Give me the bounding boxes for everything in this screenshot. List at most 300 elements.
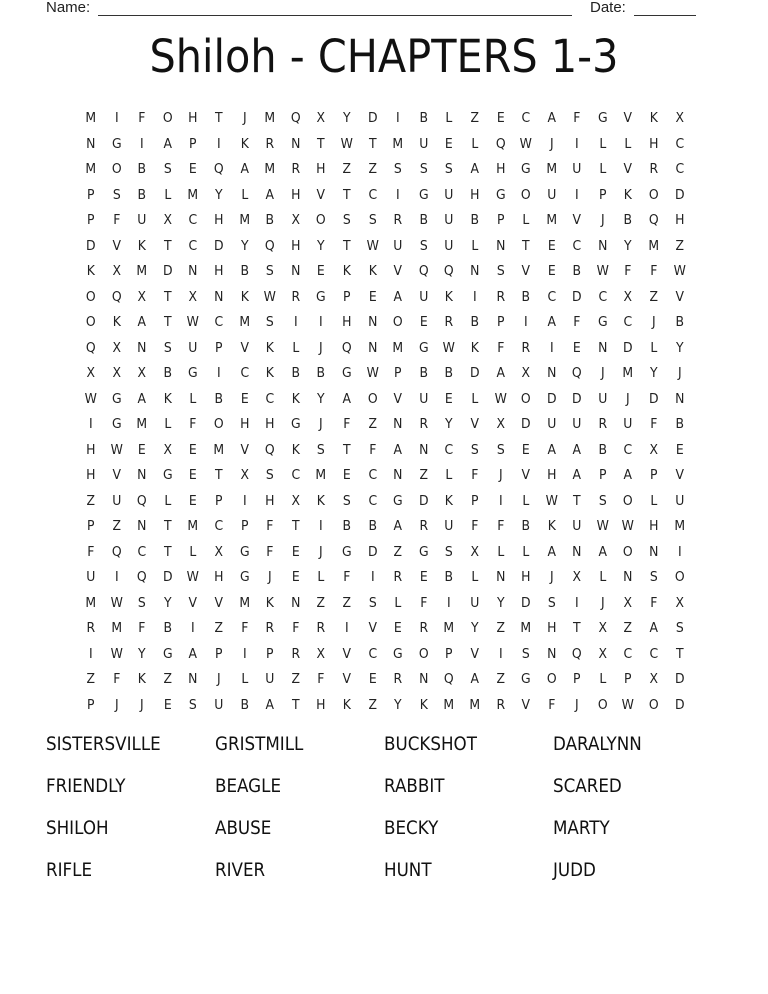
grid-letter: P <box>496 212 505 228</box>
grid-letter: Z <box>291 671 300 687</box>
grid-letter: M <box>648 237 660 254</box>
grid-letter: Z <box>112 518 121 534</box>
grid-letter: P <box>624 671 633 687</box>
grid-letter: P <box>87 518 95 534</box>
grid-letter: E <box>163 696 172 713</box>
grid-letter: N <box>137 339 147 356</box>
grid-letter: I <box>575 135 579 152</box>
grid-letter: P <box>189 135 197 152</box>
grid-letter: N <box>367 339 377 356</box>
grid-letter: O <box>111 161 122 177</box>
grid-letter: N <box>649 543 659 560</box>
grid-letter: N <box>188 671 198 687</box>
grid-letter: I <box>242 492 247 509</box>
grid-letter: Z <box>342 161 351 177</box>
grid-letter: V <box>521 263 531 279</box>
grid-letter: M <box>443 620 455 636</box>
grid-letter: V <box>521 696 531 713</box>
grid-letter: W <box>366 365 379 381</box>
grid-letter: P <box>240 518 249 534</box>
grid-letter: C <box>444 441 454 458</box>
grid-letter: W <box>622 518 635 534</box>
grid-letter: N <box>418 441 429 458</box>
grid-letter: B <box>316 365 326 381</box>
grid-letter: A <box>496 365 505 381</box>
grid-letter: O <box>520 186 531 203</box>
grid-letter: J <box>319 339 323 356</box>
grid-letter: I <box>396 186 400 203</box>
grid-letter: C <box>367 492 377 509</box>
grid-letter: N <box>188 263 198 279</box>
grid-letter: H <box>495 161 505 177</box>
grid-letter: S <box>496 263 505 279</box>
grid-letter: I <box>549 339 554 356</box>
grid-letter: J <box>114 696 119 713</box>
name-label: Name: <box>46 0 91 16</box>
grid-letter: H <box>290 186 301 203</box>
grid-letter: H <box>649 518 659 534</box>
grid-letter: Z <box>86 492 96 509</box>
grid-letter: B <box>444 569 454 585</box>
grid-letter: H <box>214 263 224 279</box>
grid-letter: B <box>240 696 249 713</box>
grid-letter: Y <box>650 365 658 381</box>
grid-letter: I <box>575 186 579 203</box>
grid-letter: B <box>137 186 147 203</box>
grid-letter: R <box>598 416 607 432</box>
grid-letter: R <box>393 671 403 687</box>
grid-letter: E <box>573 339 582 356</box>
grid-letter: B <box>214 390 224 407</box>
grid-letter: A <box>547 543 556 560</box>
grid-letter: P <box>496 314 505 330</box>
grid-letter: B <box>342 518 351 534</box>
grid-letter: U <box>444 212 454 228</box>
grid-letter: B <box>521 288 531 305</box>
grid-letter: K <box>291 390 300 407</box>
grid-letter: S <box>393 161 402 177</box>
grid-letter: E <box>393 620 402 636</box>
grid-letter: J <box>677 365 682 381</box>
grid-letter: N <box>290 594 301 611</box>
grid-letter: W <box>366 237 379 254</box>
grid-letter: T <box>163 518 172 534</box>
grid-letter: Y <box>675 339 684 356</box>
grid-letter: G <box>316 288 326 305</box>
grid-letter: K <box>317 492 326 509</box>
grid-letter: D <box>213 237 224 254</box>
grid-letter: D <box>572 390 582 407</box>
grid-letter: D <box>418 492 429 509</box>
grid-letter: N <box>137 518 147 534</box>
grid-letter: Z <box>368 696 377 713</box>
grid-letter: B <box>240 263 249 279</box>
grid-letter: V <box>675 288 684 305</box>
grid-letter: O <box>85 288 96 305</box>
grid-letter: R <box>419 416 428 432</box>
grid-letter: M <box>674 518 685 534</box>
grid-letter: P <box>650 467 658 483</box>
grid-letter: X <box>137 288 147 305</box>
grid-letter: X <box>496 416 505 432</box>
grid-letter: M <box>315 467 327 483</box>
grid-letter: O <box>520 390 531 407</box>
grid-letter: F <box>650 416 658 432</box>
grid-letter: A <box>470 671 479 687</box>
grid-letter: A <box>137 314 147 330</box>
grid-letter: M <box>443 696 455 713</box>
grid-letter: H <box>239 416 250 432</box>
word-list-item: SHILOH <box>46 817 109 839</box>
grid-letter: K <box>240 288 249 305</box>
grid-letter: M <box>85 110 97 126</box>
grid-letter: L <box>599 135 607 152</box>
word-list-item: BUCKSHOT <box>384 733 477 755</box>
grid-letter: L <box>189 390 197 407</box>
grid-letter: B <box>521 518 531 534</box>
word-search-grid <box>78 106 692 718</box>
grid-letter: S <box>317 441 326 458</box>
grid-letter: T <box>342 441 351 458</box>
grid-letter: K <box>445 492 454 509</box>
grid-letter: C <box>240 365 249 381</box>
grid-letter: B <box>470 314 479 330</box>
grid-letter: J <box>600 594 605 611</box>
grid-letter: W <box>110 441 123 458</box>
grid-letter: H <box>342 314 352 330</box>
grid-letter: M <box>187 186 199 203</box>
grid-letter: O <box>316 212 327 228</box>
grid-letter: K <box>265 365 275 381</box>
grid-letter: E <box>419 569 428 585</box>
grid-letter: J <box>216 671 221 687</box>
grid-letter: B <box>675 314 684 330</box>
grid-letter: M <box>136 263 148 279</box>
grid-letter: A <box>137 390 147 407</box>
grid-letter: S <box>419 237 428 254</box>
grid-letter: M <box>187 518 199 534</box>
grid-letter: L <box>599 671 607 687</box>
grid-letter: U <box>188 339 198 356</box>
grid-letter: J <box>268 569 272 585</box>
grid-letter: I <box>498 645 503 662</box>
grid-letter: L <box>471 135 479 152</box>
grid-letter: N <box>546 365 557 381</box>
grid-letter: U <box>546 186 557 203</box>
grid-letter: O <box>648 696 659 713</box>
grid-letter: X <box>572 569 582 585</box>
grid-letter: S <box>675 620 684 636</box>
grid-letter: G <box>111 416 122 432</box>
grid-letter: B <box>572 263 582 279</box>
grid-letter: H <box>674 212 685 228</box>
grid-letter: P <box>342 288 351 305</box>
grid-letter: M <box>469 696 481 713</box>
grid-letter: O <box>162 110 173 126</box>
grid-letter: X <box>214 543 224 560</box>
grid-letter: G <box>597 110 608 126</box>
grid-letter: X <box>598 645 607 662</box>
grid-letter: T <box>342 237 351 254</box>
grid-letter: C <box>367 467 377 483</box>
grid-letter: I <box>242 645 247 662</box>
grid-letter: L <box>496 543 504 560</box>
grid-letter: G <box>290 416 301 432</box>
grid-letter: U <box>86 569 96 585</box>
grid-letter: S <box>368 212 377 228</box>
grid-letter: D <box>674 696 685 713</box>
grid-letter: W <box>622 696 635 713</box>
grid-letter: G <box>418 186 429 203</box>
grid-letter: E <box>445 135 454 152</box>
grid-letter: A <box>393 441 403 458</box>
grid-letter: E <box>189 492 198 509</box>
grid-letter: U <box>137 212 147 228</box>
grid-letter: S <box>163 339 172 356</box>
grid-letter: X <box>137 365 147 381</box>
grid-letter: N <box>393 416 403 432</box>
grid-letter: J <box>319 543 323 560</box>
grid-letter: A <box>547 314 556 330</box>
grid-letter: E <box>189 467 198 483</box>
grid-letter: G <box>341 365 352 381</box>
grid-letter: C <box>214 518 224 534</box>
grid-letter: V <box>470 645 479 662</box>
grid-letter: H <box>214 569 224 585</box>
word-list-item: MARTY <box>553 817 610 839</box>
grid-letter: P <box>470 492 479 509</box>
grid-letter: D <box>367 543 378 560</box>
grid-letter: X <box>624 594 633 611</box>
grid-letter: O <box>546 671 557 687</box>
grid-letter: Y <box>445 416 453 432</box>
grid-letter: Y <box>317 390 325 407</box>
grid-letter: K <box>445 288 454 305</box>
grid-letter: R <box>419 518 428 534</box>
grid-letter: J <box>319 416 323 432</box>
grid-letter: E <box>291 569 300 585</box>
grid-letter: S <box>598 492 607 509</box>
grid-letter: Y <box>138 645 146 662</box>
grid-letter: A <box>342 390 351 407</box>
grid-letter: T <box>291 696 300 713</box>
grid-letter: V <box>368 620 377 636</box>
grid-letter: Z <box>368 416 377 432</box>
grid-letter: U <box>572 518 582 534</box>
word-list-item: RIVER <box>215 859 266 881</box>
grid-letter: Z <box>496 620 505 636</box>
grid-letter: K <box>342 696 351 713</box>
grid-letter: Z <box>86 671 96 687</box>
grid-letter: G <box>521 161 531 177</box>
grid-letter: E <box>675 441 684 458</box>
grid-letter: H <box>86 467 96 483</box>
word-list-item: SCARED <box>553 775 622 797</box>
grid-letter: A <box>624 467 633 483</box>
grid-letter: C <box>623 314 633 330</box>
grid-letter: J <box>652 314 656 330</box>
grid-letter: W <box>442 339 456 356</box>
grid-letter: P <box>215 492 223 509</box>
grid-letter: A <box>572 467 582 483</box>
grid-letter: E <box>317 263 326 279</box>
grid-letter: P <box>87 212 95 228</box>
grid-letter: P <box>215 339 223 356</box>
grid-letter: U <box>418 288 429 305</box>
grid-letter: Z <box>316 594 326 611</box>
grid-letter: E <box>445 390 454 407</box>
grid-letter: D <box>86 237 96 254</box>
grid-letter: O <box>623 492 634 509</box>
grid-letter: G <box>111 135 122 152</box>
grid-letter: R <box>444 314 454 330</box>
grid-letter: S <box>547 594 556 611</box>
grid-letter: W <box>84 390 97 407</box>
grid-letter: B <box>598 441 607 458</box>
grid-letter: E <box>189 441 198 458</box>
grid-letter: N <box>674 390 685 407</box>
grid-letter: C <box>572 237 582 254</box>
grid-letter: S <box>342 492 351 509</box>
grid-letter: J <box>575 696 579 713</box>
grid-letter: I <box>216 135 221 152</box>
grid-letter: L <box>624 135 632 152</box>
grid-letter: S <box>649 569 658 585</box>
grid-letter: A <box>240 161 249 177</box>
grid-letter: U <box>393 237 403 254</box>
grid-letter: F <box>112 671 120 687</box>
grid-letter: U <box>265 671 275 687</box>
grid-letter: V <box>572 212 582 228</box>
name-blank-line <box>98 15 572 16</box>
grid-letter: P <box>598 186 607 203</box>
grid-letter: B <box>419 212 428 228</box>
grid-letter: L <box>599 161 607 177</box>
grid-letter: B <box>163 365 172 381</box>
grid-letter: E <box>419 314 428 330</box>
word-list-item: ABUSE <box>215 817 272 839</box>
grid-letter: N <box>214 288 224 305</box>
grid-letter: B <box>137 161 147 177</box>
grid-letter: N <box>367 314 377 330</box>
grid-letter: R <box>393 569 403 585</box>
grid-letter: W <box>110 594 123 611</box>
grid-letter: D <box>623 339 634 356</box>
grid-letter: X <box>112 263 121 279</box>
grid-letter: G <box>418 339 429 356</box>
grid-letter: U <box>674 492 684 509</box>
grid-letter: X <box>316 110 326 126</box>
grid-letter: I <box>88 416 93 432</box>
grid-letter: N <box>290 263 301 279</box>
grid-letter: J <box>626 390 631 407</box>
grid-letter: S <box>496 441 505 458</box>
grid-letter: Z <box>419 467 428 483</box>
grid-letter: L <box>471 390 479 407</box>
grid-letter: S <box>112 186 121 203</box>
grid-letter: V <box>521 467 531 483</box>
grid-letter: L <box>164 492 172 509</box>
grid-letter: F <box>138 620 146 636</box>
grid-letter: Y <box>624 237 633 254</box>
grid-letter: V <box>342 671 351 687</box>
grid-letter: S <box>470 441 479 458</box>
grid-letter: Q <box>418 263 429 279</box>
grid-letter: U <box>111 492 121 509</box>
grid-letter: Z <box>675 237 684 254</box>
grid-letter: M <box>392 339 404 356</box>
grid-letter: E <box>547 263 556 279</box>
grid-letter: F <box>573 110 581 126</box>
grid-letter: P <box>598 467 607 483</box>
grid-letter: U <box>572 416 582 432</box>
grid-letter: M <box>520 620 532 636</box>
grid-letter: M <box>85 594 97 611</box>
grid-letter: F <box>573 314 581 330</box>
grid-letter: Q <box>444 671 454 687</box>
grid-letter: G <box>495 186 506 203</box>
grid-letter: X <box>675 110 684 126</box>
grid-letter: C <box>623 441 633 458</box>
grid-letter: F <box>343 569 351 585</box>
grid-letter: L <box>240 671 248 687</box>
grid-letter: A <box>265 696 275 713</box>
grid-letter: U <box>623 416 633 432</box>
grid-letter: E <box>291 543 300 560</box>
grid-letter: G <box>111 390 122 407</box>
grid-letter: P <box>215 645 223 662</box>
grid-letter: U <box>444 186 454 203</box>
grid-letter: O <box>85 314 96 330</box>
grid-letter: B <box>265 212 275 228</box>
grid-letter: F <box>547 696 556 713</box>
grid-letter: F <box>189 416 197 432</box>
grid-letter: U <box>418 390 429 407</box>
grid-letter: M <box>238 314 250 330</box>
grid-letter: F <box>138 110 146 126</box>
grid-letter: M <box>238 212 250 228</box>
grid-letter: X <box>598 620 607 636</box>
grid-letter: G <box>393 492 403 509</box>
grid-letter: Y <box>163 594 172 611</box>
grid-letter: S <box>368 594 377 611</box>
grid-letter: M <box>264 110 276 126</box>
grid-letter: V <box>112 237 121 254</box>
grid-letter: D <box>367 110 378 126</box>
grid-letter: P <box>394 365 402 381</box>
grid-letter: J <box>549 569 554 585</box>
grid-letter: H <box>546 620 557 636</box>
grid-letter: A <box>393 518 403 534</box>
grid-letter: Q <box>444 263 454 279</box>
grid-letter: M <box>264 161 276 177</box>
grid-letter: Q <box>495 135 506 152</box>
grid-letter: M <box>392 135 404 152</box>
word-list-item: GRISTMILL <box>215 733 304 755</box>
grid-letter: F <box>496 339 504 356</box>
grid-letter: O <box>597 696 608 713</box>
grid-letter: I <box>293 314 298 330</box>
grid-letter: M <box>546 212 557 228</box>
grid-letter: N <box>470 263 480 279</box>
grid-letter: H <box>316 696 326 713</box>
grid-letter: T <box>214 110 223 126</box>
word-list-item: RIFLE <box>46 859 93 881</box>
grid-letter: I <box>447 594 451 611</box>
grid-letter: W <box>673 263 686 279</box>
grid-letter: P <box>266 645 274 662</box>
grid-letter: T <box>291 518 300 534</box>
